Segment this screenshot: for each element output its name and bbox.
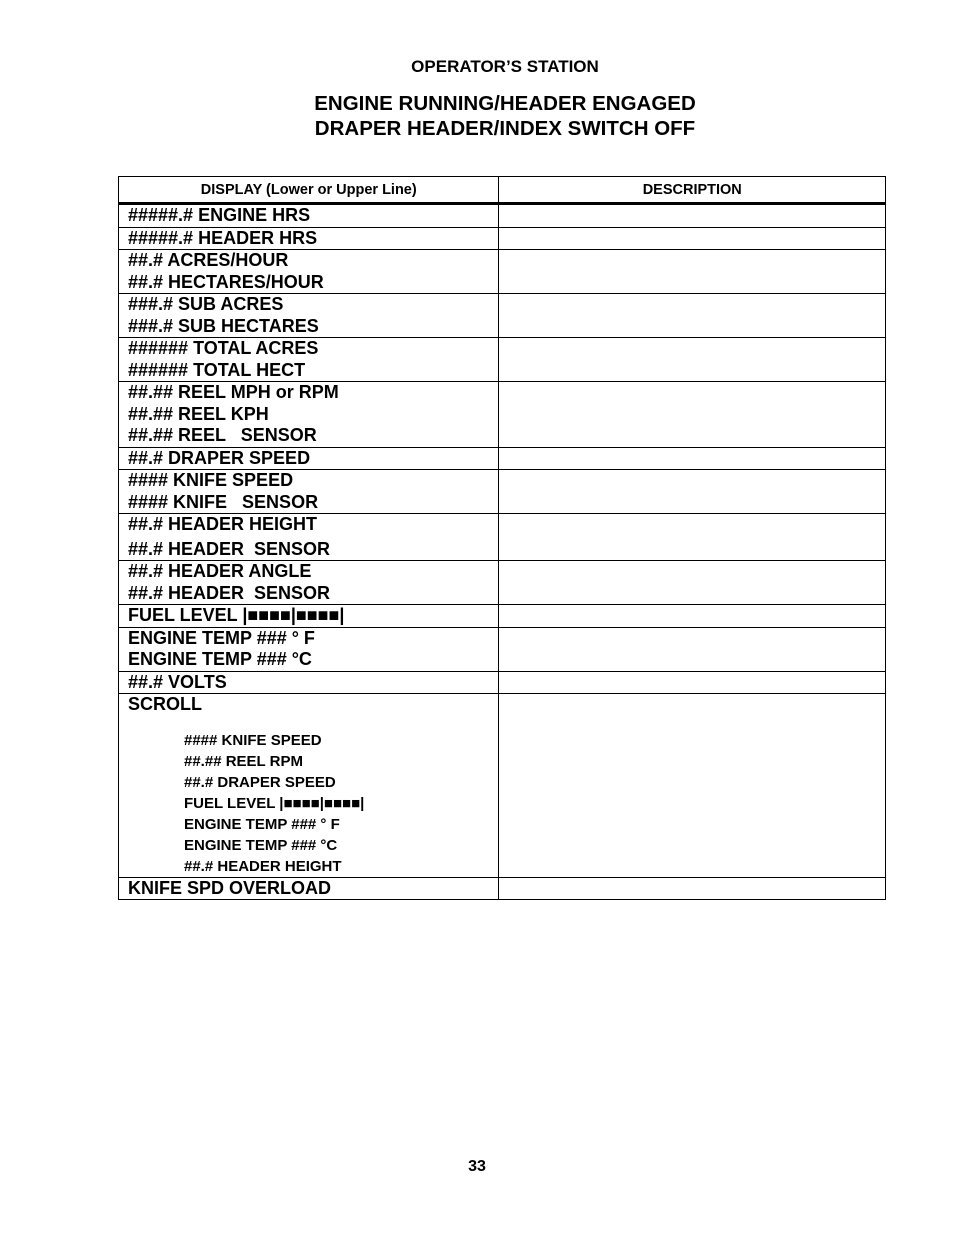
table-row [119, 338, 886, 382]
heading-line-1: ENGINE RUNNING/HEADER ENGAGED [314, 92, 696, 115]
table-row [119, 227, 886, 250]
display-line: ENGINE TEMP ### °C [128, 649, 312, 669]
column-header-description: DESCRIPTION [499, 177, 886, 204]
display-line: ##.## REEL SENSOR [128, 425, 317, 445]
scroll-item: ENGINE TEMP ### ° F [184, 815, 340, 833]
description-cell [499, 694, 886, 878]
display-line: ##.# DRAPER SPEED [128, 447, 311, 468]
display-cell [119, 204, 499, 228]
display-line: ###.# SUB ACRES [128, 294, 284, 314]
display-line: ##.## REEL KPH [128, 403, 269, 424]
display-cell [119, 382, 499, 448]
scroll-item: FUEL LEVEL |■■■■|■■■■| [184, 794, 365, 812]
display-line: ENGINE TEMP ### ° F [128, 627, 315, 648]
display-line: ##.# HEADER SENSOR [128, 538, 331, 559]
table-row [119, 447, 886, 470]
table-row [119, 877, 886, 900]
display-line: ##.## REEL MPH or RPM [128, 382, 339, 402]
column-header-display: DISPLAY (Lower or Upper Line) [119, 177, 499, 204]
display-cell [119, 294, 499, 338]
description-cell [499, 627, 886, 671]
display-cell [119, 627, 499, 671]
description-cell [499, 447, 886, 470]
table-row [119, 561, 886, 605]
table-row [119, 671, 886, 694]
display-cell [119, 561, 499, 605]
table-header-row [119, 177, 886, 204]
table-row [119, 250, 886, 294]
display-cell [119, 470, 499, 514]
display-cell [119, 447, 499, 470]
display-line: ###.# SUB HECTARES [128, 315, 319, 336]
display-cell [119, 694, 499, 878]
description-cell [499, 338, 886, 382]
section-title: OPERATOR’S STATION [411, 57, 599, 76]
page-heading [0, 91, 954, 141]
description-cell [499, 605, 886, 628]
display-line: ##.# HECTARES/HOUR [128, 271, 324, 292]
display-cell [119, 877, 499, 900]
scroll-item: #### KNIFE SPEED [184, 731, 322, 749]
description-cell [499, 227, 886, 250]
table-row [119, 204, 886, 228]
scroll-item: ##.## REEL RPM [184, 752, 303, 770]
display-line: #####.# ENGINE HRS [128, 205, 311, 225]
display-cell [119, 671, 499, 694]
display-line: ##.# VOLTS [128, 671, 227, 692]
display-line: #### KNIFE SPEED [128, 470, 294, 490]
table-row [119, 470, 886, 514]
description-cell [499, 250, 886, 294]
display-line: ##.# HEADER SENSOR [128, 582, 331, 603]
page-number: 33 [468, 1158, 486, 1175]
display-cell [119, 338, 499, 382]
display-line: ##.# HEADER ANGLE [128, 561, 312, 581]
description-cell [499, 294, 886, 338]
table-row [119, 382, 886, 448]
display-cell [119, 605, 499, 628]
display-line: ###### TOTAL HECT [128, 359, 306, 380]
scroll-items-list [184, 730, 498, 877]
display-line: ###### TOTAL ACRES [128, 338, 319, 358]
display-cell [119, 227, 499, 250]
table-row [119, 294, 886, 338]
table-row [119, 605, 886, 628]
display-cell [119, 514, 499, 561]
description-cell [499, 671, 886, 694]
scroll-item: ##.# DRAPER SPEED [184, 773, 336, 791]
heading-line-2: DRAPER HEADER/INDEX SWITCH OFF [314, 117, 696, 140]
display-line: ##.# HEADER HEIGHT [128, 514, 318, 534]
description-cell [499, 470, 886, 514]
table-row [119, 627, 886, 671]
display-table [118, 176, 886, 900]
description-cell [499, 382, 886, 448]
display-line: #### KNIFE SENSOR [128, 491, 319, 512]
display-line: FUEL LEVEL |■■■■|■■■■| [128, 605, 345, 625]
display-cell [119, 250, 499, 294]
display-line: #####.# HEADER HRS [128, 227, 318, 248]
table-row [119, 514, 886, 561]
description-cell [499, 561, 886, 605]
scroll-item: ##.# HEADER HEIGHT [184, 857, 342, 875]
description-cell [499, 514, 886, 561]
display-line: SCROLL [128, 694, 202, 714]
display-line: ##.# ACRES/HOUR [128, 250, 289, 270]
description-cell [499, 204, 886, 228]
display-line: KNIFE SPD OVERLOAD [128, 877, 332, 898]
description-cell [499, 877, 886, 900]
table-row [119, 694, 886, 878]
scroll-item: ENGINE TEMP ### °C [184, 836, 338, 854]
